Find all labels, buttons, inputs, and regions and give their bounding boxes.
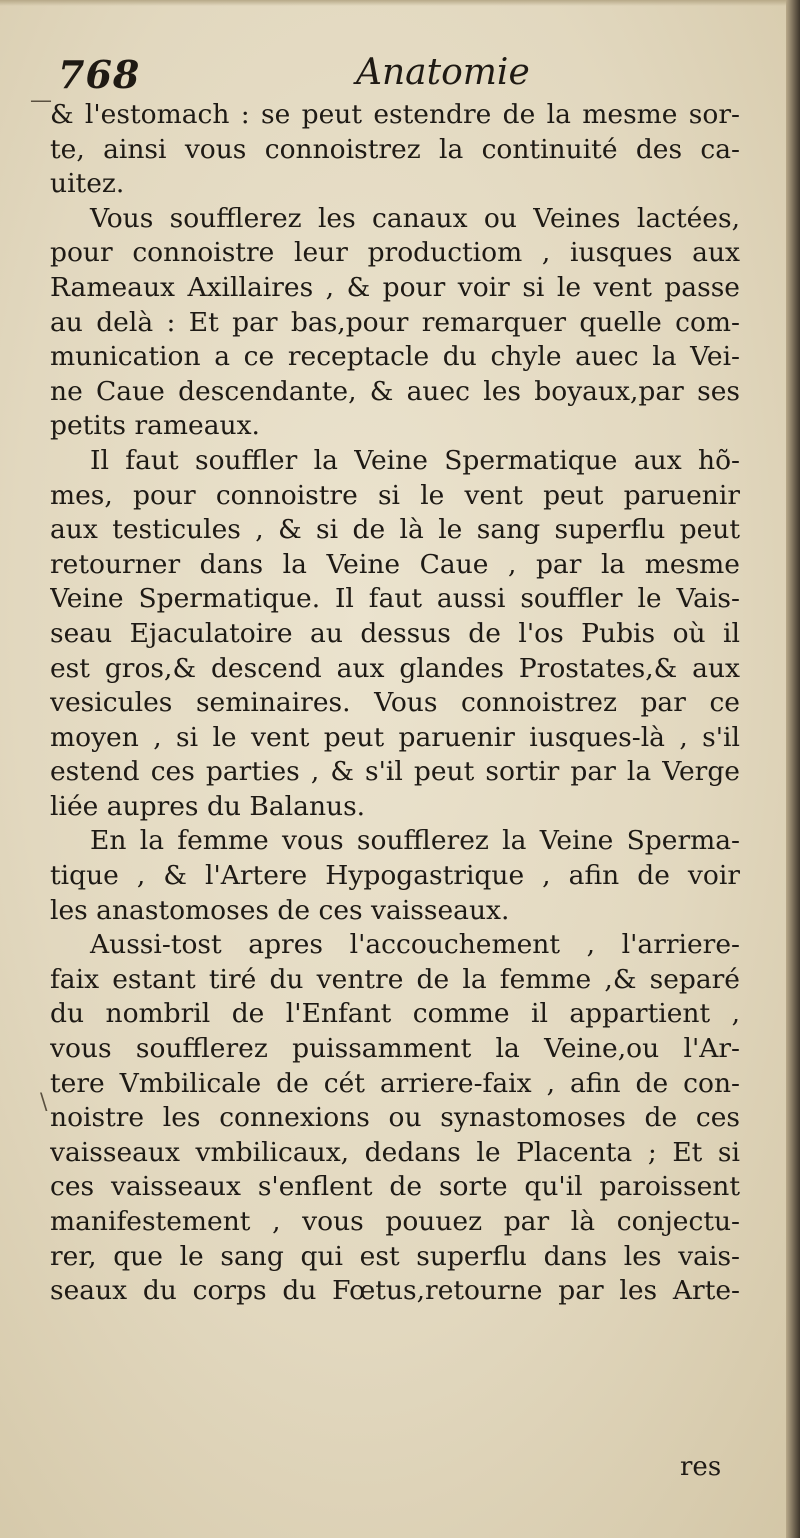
- text-line: te, ainsi vous connoistrez la continuité des ca-: [50, 133, 740, 165]
- text-line: munication a ce receptacle du chyle auec la Vei-: [50, 341, 740, 373]
- text-line: faix estant tiré du ventre de la femme ,& separé: [50, 963, 740, 995]
- text-line: retourner dans la Veine Caue , par la mesme: [50, 548, 740, 580]
- book-gutter: [786, 0, 800, 1538]
- text-line: seaux du corps du Fœtus,retourne par les Arte-: [50, 1275, 740, 1307]
- text-line: En la femme vous soufflerez la Veine Sperma-: [90, 825, 740, 857]
- text-line: est gros,& descend aux glandes Prostates,& aux: [50, 652, 740, 684]
- text-line: estend ces parties , & s'il peut sortir par la Verge: [50, 756, 740, 788]
- text-line: petits rameaux.: [50, 410, 260, 442]
- text-line: les anastomoses de ces vaisseaux.: [50, 894, 510, 926]
- running-head: Anatomie: [356, 52, 530, 93]
- text-line: au delà : Et par bas,pour remarquer quelle com-: [50, 306, 740, 338]
- text-line: rer, que le sang qui est superflu dans les vais-: [50, 1240, 740, 1272]
- page-header: [58, 52, 748, 102]
- text-line: & l'estomach : se peut estendre de la mesme sor-: [50, 99, 740, 130]
- page-top-edge: [0, 0, 800, 6]
- text-line: ces vaisseaux s'enflent de sorte qu'il paroissent: [50, 1171, 740, 1203]
- text-line: Vous soufflerez les canaux ou Veines lactées,: [90, 202, 740, 234]
- text-line: pour connoistre leur productiom , iusques aux: [50, 237, 740, 269]
- catchword: res: [680, 1452, 722, 1482]
- text-line: liée aupres du Balanus.: [50, 790, 366, 822]
- margin-mark: \: [40, 1090, 48, 1115]
- text-line: uitez.: [50, 168, 125, 200]
- body-text: [50, 98, 740, 1309]
- text-line: tere Vmbilicale de cét arriere-faix , afin de con-: [50, 1067, 740, 1099]
- text-line: Aussi-tost apres l'accouchement , l'arriere-: [90, 929, 740, 961]
- margin-mark: —: [30, 88, 52, 113]
- text-line: vesicules seminaires. Vous connoistrez par ce: [50, 687, 740, 719]
- text-line: vaisseaux vmbilicaux, dedans le Placenta ; Et si: [50, 1136, 740, 1168]
- text-line: ne Caue descendante, & auec les boyaux,par ses: [50, 375, 740, 407]
- text-line: du nombril de l'Enfant comme il appartient ,: [50, 998, 740, 1030]
- text-line: Il faut souffler la Veine Spermatique aux hõ-: [90, 444, 740, 476]
- text-line: Veine Spermatique. Il faut aussi souffler le Vais-: [50, 583, 740, 615]
- text-line: vous soufflerez puissamment la Veine,ou l'Ar-: [50, 1033, 740, 1065]
- text-line: mes, pour connoistre si le vent peut paruenir: [50, 479, 740, 511]
- text-line: Rameaux Axillaires , & pour voir si le vent passe: [50, 271, 740, 303]
- text-line: seau Ejaculatoire au dessus de l'os Pubis où il: [50, 617, 740, 649]
- text-line: moyen , si le vent peut paruenir iusques-là , s'il: [50, 721, 740, 753]
- text-line: noistre les connexions ou synastomoses de ces: [50, 1102, 740, 1134]
- page-number: 768: [58, 52, 141, 97]
- text-line: aux testicules , & si de là le sang superflu peut: [50, 514, 740, 546]
- text-line: manifestement , vous pouuez par là conjectu-: [50, 1206, 740, 1237]
- text-line: tique , & l'Artere Hypogastrique , afin de voir: [50, 860, 740, 892]
